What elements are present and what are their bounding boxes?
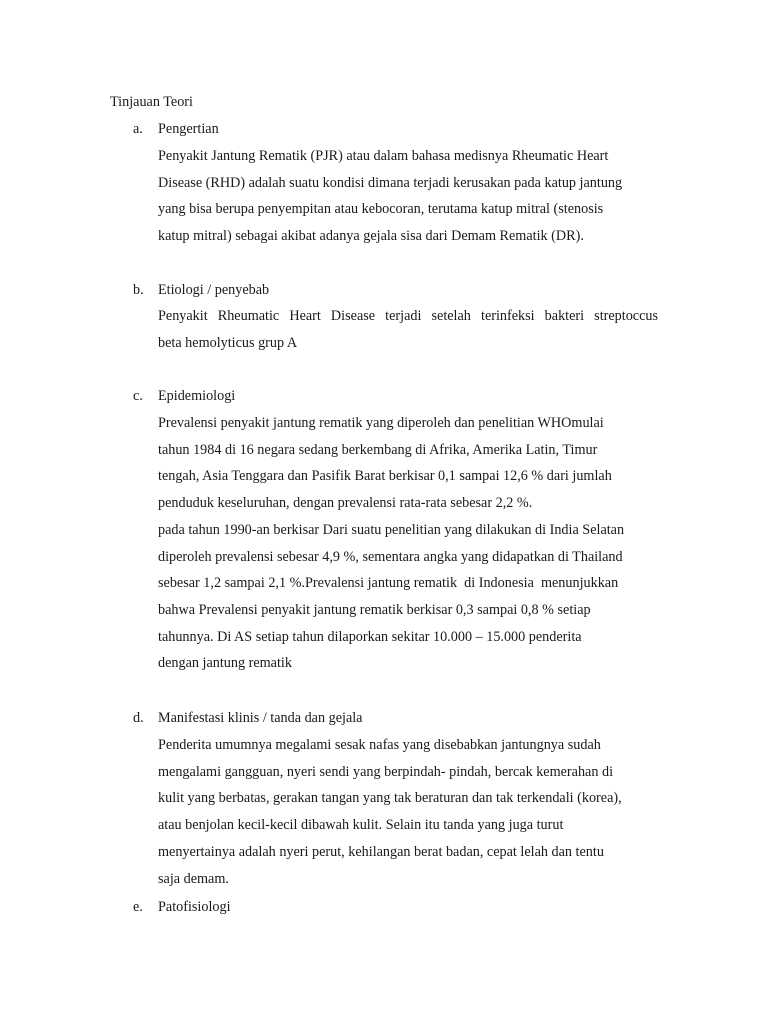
- section-a-line: yang bisa berupa penyempitan atau kebocoran, terutama katup mitral (stenosis: [158, 201, 604, 218]
- section-e-heading: Patofisiologi: [158, 899, 231, 915]
- section-b-marker: b.: [133, 282, 144, 298]
- section-c-line: diperoleh prevalensi sebesar 4,9 %, sementara angka yang didapatkan di Thailand: [158, 548, 623, 565]
- section-a-line: Penyakit Jantung Rematik (PJR) atau dalam bahasa medisnya Rheumatic Heart: [158, 148, 609, 164]
- section-d-line: kulit yang berbatas, gerakan tangan yang tak beraturan dan tak terkendali (korea),: [158, 790, 622, 807]
- section-a-heading: Pengertian: [158, 121, 219, 137]
- section-a-paragraph: [158, 143, 658, 250]
- section-d-line: menyertainya adalah nyeri perut, kehilangan berat badan, cepat lelah dan tentu: [158, 843, 604, 860]
- section-c-heading: Epidemiologi: [158, 388, 236, 404]
- section-d-line: saja demam.: [158, 870, 229, 887]
- section-d-line: Penderita umumnya megalami sesak nafas yang disebabkan jantungnya sudah: [158, 737, 601, 753]
- section-b-paragraph: [158, 303, 658, 356]
- section-c-line: sebesar 1,2 sampai 2,1 %.Prevalensi jantung rematik di Indonesia menunjukkan: [158, 575, 619, 592]
- section-c-line: tahunnya. Di AS setiap tahun dilaporkan sekitar 10.000 – 15.000 penderita: [158, 628, 582, 645]
- section-a-line: katup mitral) sebagai akibat adanya gejala sisa dari Demam Rematik (DR).: [158, 228, 584, 245]
- section-c-line: pada tahun 1990-an berkisar Dari suatu penelitian yang dilakukan di India Selatan: [158, 521, 625, 538]
- section-a-marker: a.: [133, 121, 143, 137]
- section-b-line: beta hemolyticus grup A: [158, 334, 298, 351]
- document-title: Tinjauan Teori: [110, 94, 193, 110]
- section-c-line: bahwa Prevalensi penyakit jantung rematik berkisar 0,3 sampai 0,8 % setiap: [158, 601, 591, 618]
- section-c-marker: c.: [133, 388, 143, 404]
- section-a-line: Disease (RHD) adalah suatu kondisi dimana terjadi kerusakan pada katup jantung: [158, 174, 623, 191]
- section-b-line: Penyakit Rheumatic Heart Disease terjadi setelah terinfeksi bakteri streptoccus: [158, 308, 658, 324]
- section-e-marker: e.: [133, 899, 143, 915]
- section-c-line: dengan jantung rematik: [158, 655, 292, 672]
- section-c-line: tahun 1984 di 16 negara sedang berkembang di Afrika, Amerika Latin, Timur: [158, 441, 598, 458]
- section-d-heading: Manifestasi klinis / tanda dan gejala: [158, 710, 363, 726]
- section-c-line: penduduk keseluruhan, dengan prevalensi rata-rata sebesar 2,2 %.: [158, 495, 533, 512]
- section-c-paragraph: [158, 410, 658, 677]
- section-c-line: tengah, Asia Tenggara dan Pasifik Barat berkisar 0,1 sampai 12,6 % dari jumlah: [158, 468, 612, 485]
- section-d-marker: d.: [133, 710, 144, 726]
- section-d-line: mengalami gangguan, nyeri sendi yang berpindah- pindah, bercak kemerahan di: [158, 763, 614, 780]
- section-d-paragraph: [158, 732, 658, 892]
- section-c-line: Prevalensi penyakit jantung rematik yang diperoleh dan penelitian WHOmulai: [158, 415, 604, 431]
- section-d-line: atau benjolan kecil-kecil dibawah kulit. Selain itu tanda yang juga turut: [158, 817, 564, 834]
- section-b-heading: Etiologi / penyebab: [158, 282, 270, 298]
